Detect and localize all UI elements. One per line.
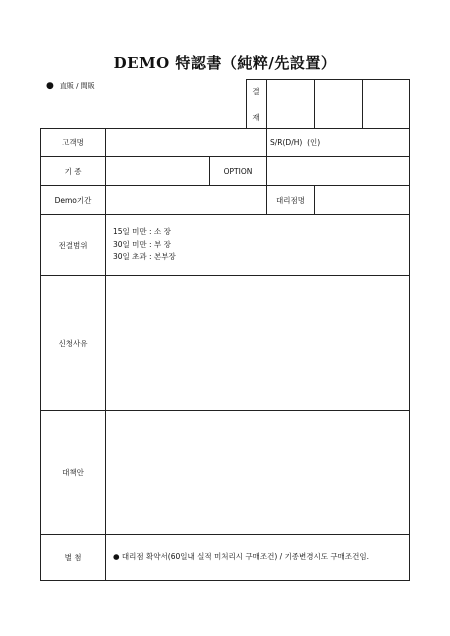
sr-field[interactable] [270,129,408,156]
period-field[interactable] [108,186,264,214]
agency-label: 대리점명 [276,195,305,205]
attach-label: 별 첨 [64,553,82,562]
option-field[interactable] [269,157,408,185]
sr-label: S/R(D/H) [270,138,303,147]
period-label: Demo기간 [54,195,92,205]
approval-label-top: 결 [252,86,260,96]
approval-signature-1[interactable] [267,80,313,128]
sr-sign: (인) [307,138,321,147]
agency-field[interactable] [317,186,408,214]
option-label: OPTION [223,166,253,176]
reason-label: 신청사유 [58,338,88,348]
authority-line: 15일 미만 : 소 장 [113,227,171,236]
model-label: 기 종 [64,166,82,176]
sales-mode-text: 直販 / 間販 [59,82,95,90]
approval-label-bottom: 재 [252,112,260,122]
plan-label: 대책안 [62,468,84,477]
document-title: DEMO 特認書（純粹/先設置） [113,54,337,72]
authority-line: 30일 초과 : 본부장 [113,252,176,261]
customer-label: 고객명 [62,138,84,147]
plan-field[interactable] [108,413,407,532]
attach-note: ● 대리점 확약서(60일내 실적 미처리시 구매조건) / 기종변경시도 구매조건임. [113,552,370,561]
sales-mode [46,81,95,91]
authority-line: 30일 미만 : 부 장 [113,239,171,249]
bullet-icon: ● [46,81,54,91]
customer-field[interactable] [108,129,264,156]
authority-label: 전결범위 [58,240,88,250]
model-field[interactable] [108,157,208,185]
reason-field[interactable] [108,278,407,408]
authority-list [113,226,176,264]
approval-signature-3[interactable] [363,80,409,128]
approval-signature-2[interactable] [315,80,361,128]
